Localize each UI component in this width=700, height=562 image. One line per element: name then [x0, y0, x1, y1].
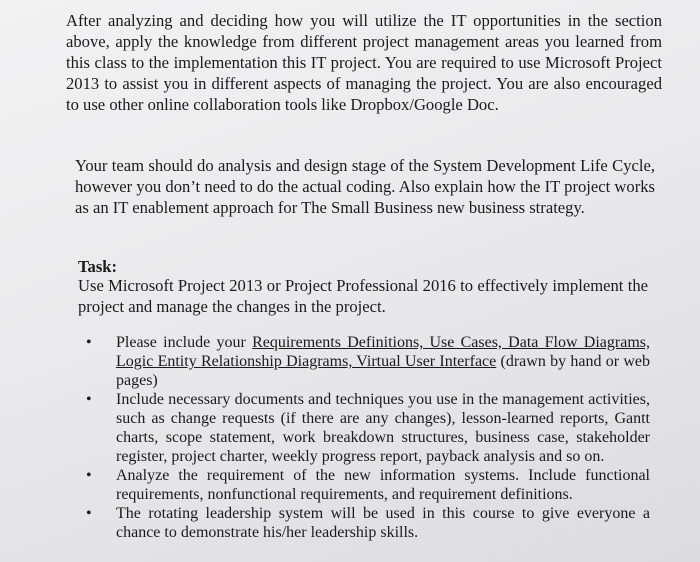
- list-item-text: The rotating leadership system will be used in this course to give everyone a chance to demonstrate his/her leadership skills.: [116, 505, 650, 541]
- list-item-text: Analyze the requirement of the new information systems. Include functional requirements, nonfunctional requirements, and requirement definitions.: [116, 467, 650, 503]
- list-item-suffix: (drawn by hand or web pages): [116, 353, 650, 389]
- sdlc-paragraph: Your team should do analysis and design stage of the System Development Life Cycle, however you don’t need to do the actual coding. Also explain how the IT project works as an IT enablement approach for The Small Business new business strategy.: [75, 156, 655, 217]
- intro-paragraph: After analyzing and deciding how you will utilize the IT opportunities in the section above, apply the knowledge from different project management areas you learned from this class to the implementation this IT project. You are required to use Microsoft Project 2013 to assist you in different aspects of managing the project. You are also encouraged to use other online collaboration tools like Dropbox/Google Doc.: [66, 11, 662, 114]
- bullet-icon: •: [86, 505, 92, 522]
- list-item: [80, 390, 650, 466]
- list-item-prefix: Please include your: [116, 334, 253, 351]
- task-bullet-list: [80, 333, 650, 542]
- list-item: [80, 466, 650, 504]
- task-heading: Task:: [78, 257, 118, 276]
- bullet-icon: •: [86, 334, 92, 351]
- bullet-icon: •: [86, 467, 92, 484]
- bullet-icon: •: [86, 391, 92, 408]
- task-description: Use Microsoft Project 2013 or Project Professional 2016 to effectively implement the project and manage the changes in the project.: [78, 276, 648, 316]
- list-item: [80, 504, 650, 542]
- list-item-underlined: Requirements Definitions, Use Cases, Data Flow Diagrams, Logic Entity Relationship Diagrams, Virtual User Interface: [116, 334, 651, 370]
- list-item: [80, 333, 650, 390]
- list-item-text: Include necessary documents and techniques you use in the management activities, such as change requests (if there are any changes), lesson-learned reports, Gantt charts, scope statement, work breakdown structures, business case, stakeholder register, project charter, weekly progress report, payback analysis and so on.: [116, 391, 650, 465]
